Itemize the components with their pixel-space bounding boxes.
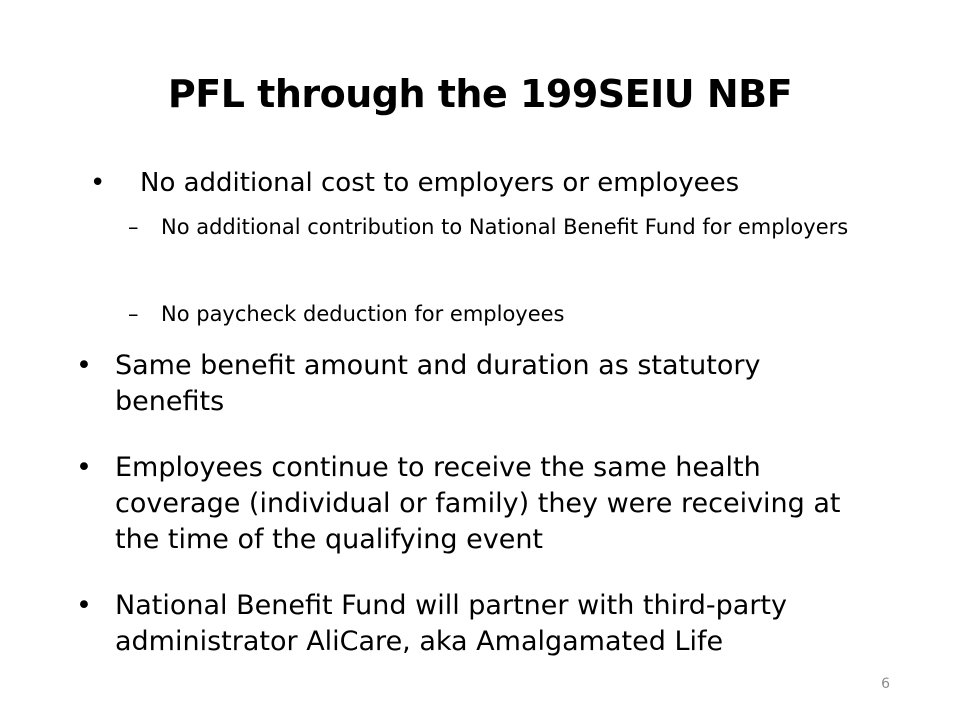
bullet-text: No additional cost to employers or employees	[140, 168, 740, 198]
bullet-marker: •	[90, 168, 106, 198]
sub-bullet-item	[128, 213, 848, 273]
slide-title: PFL through the 199SEIU NBF	[167, 72, 793, 116]
sub-bullet-text: No additional contribution to National Benefit Fund for employers	[161, 215, 849, 239]
bullet-text: National Benefit Fund will partner with third-party administrator AliCare, aka Amalgamated Life	[115, 590, 787, 657]
bullet-text: Employees continue to receive the same health coverage (individual or family) they were receiving at the time of the qualifying event	[115, 452, 841, 555]
sub-bullet-marker: –	[128, 302, 139, 326]
bullet-marker: •	[76, 590, 92, 621]
bullet-marker: •	[76, 452, 92, 483]
sub-bullet-marker: –	[128, 215, 139, 239]
page-number: 6	[881, 676, 890, 692]
bullet-marker: •	[76, 350, 92, 381]
sub-bullet-text: No paycheck deduction for employees	[161, 302, 565, 326]
bullet-text: Same benefit amount and duration as statutory benefits	[115, 350, 761, 417]
